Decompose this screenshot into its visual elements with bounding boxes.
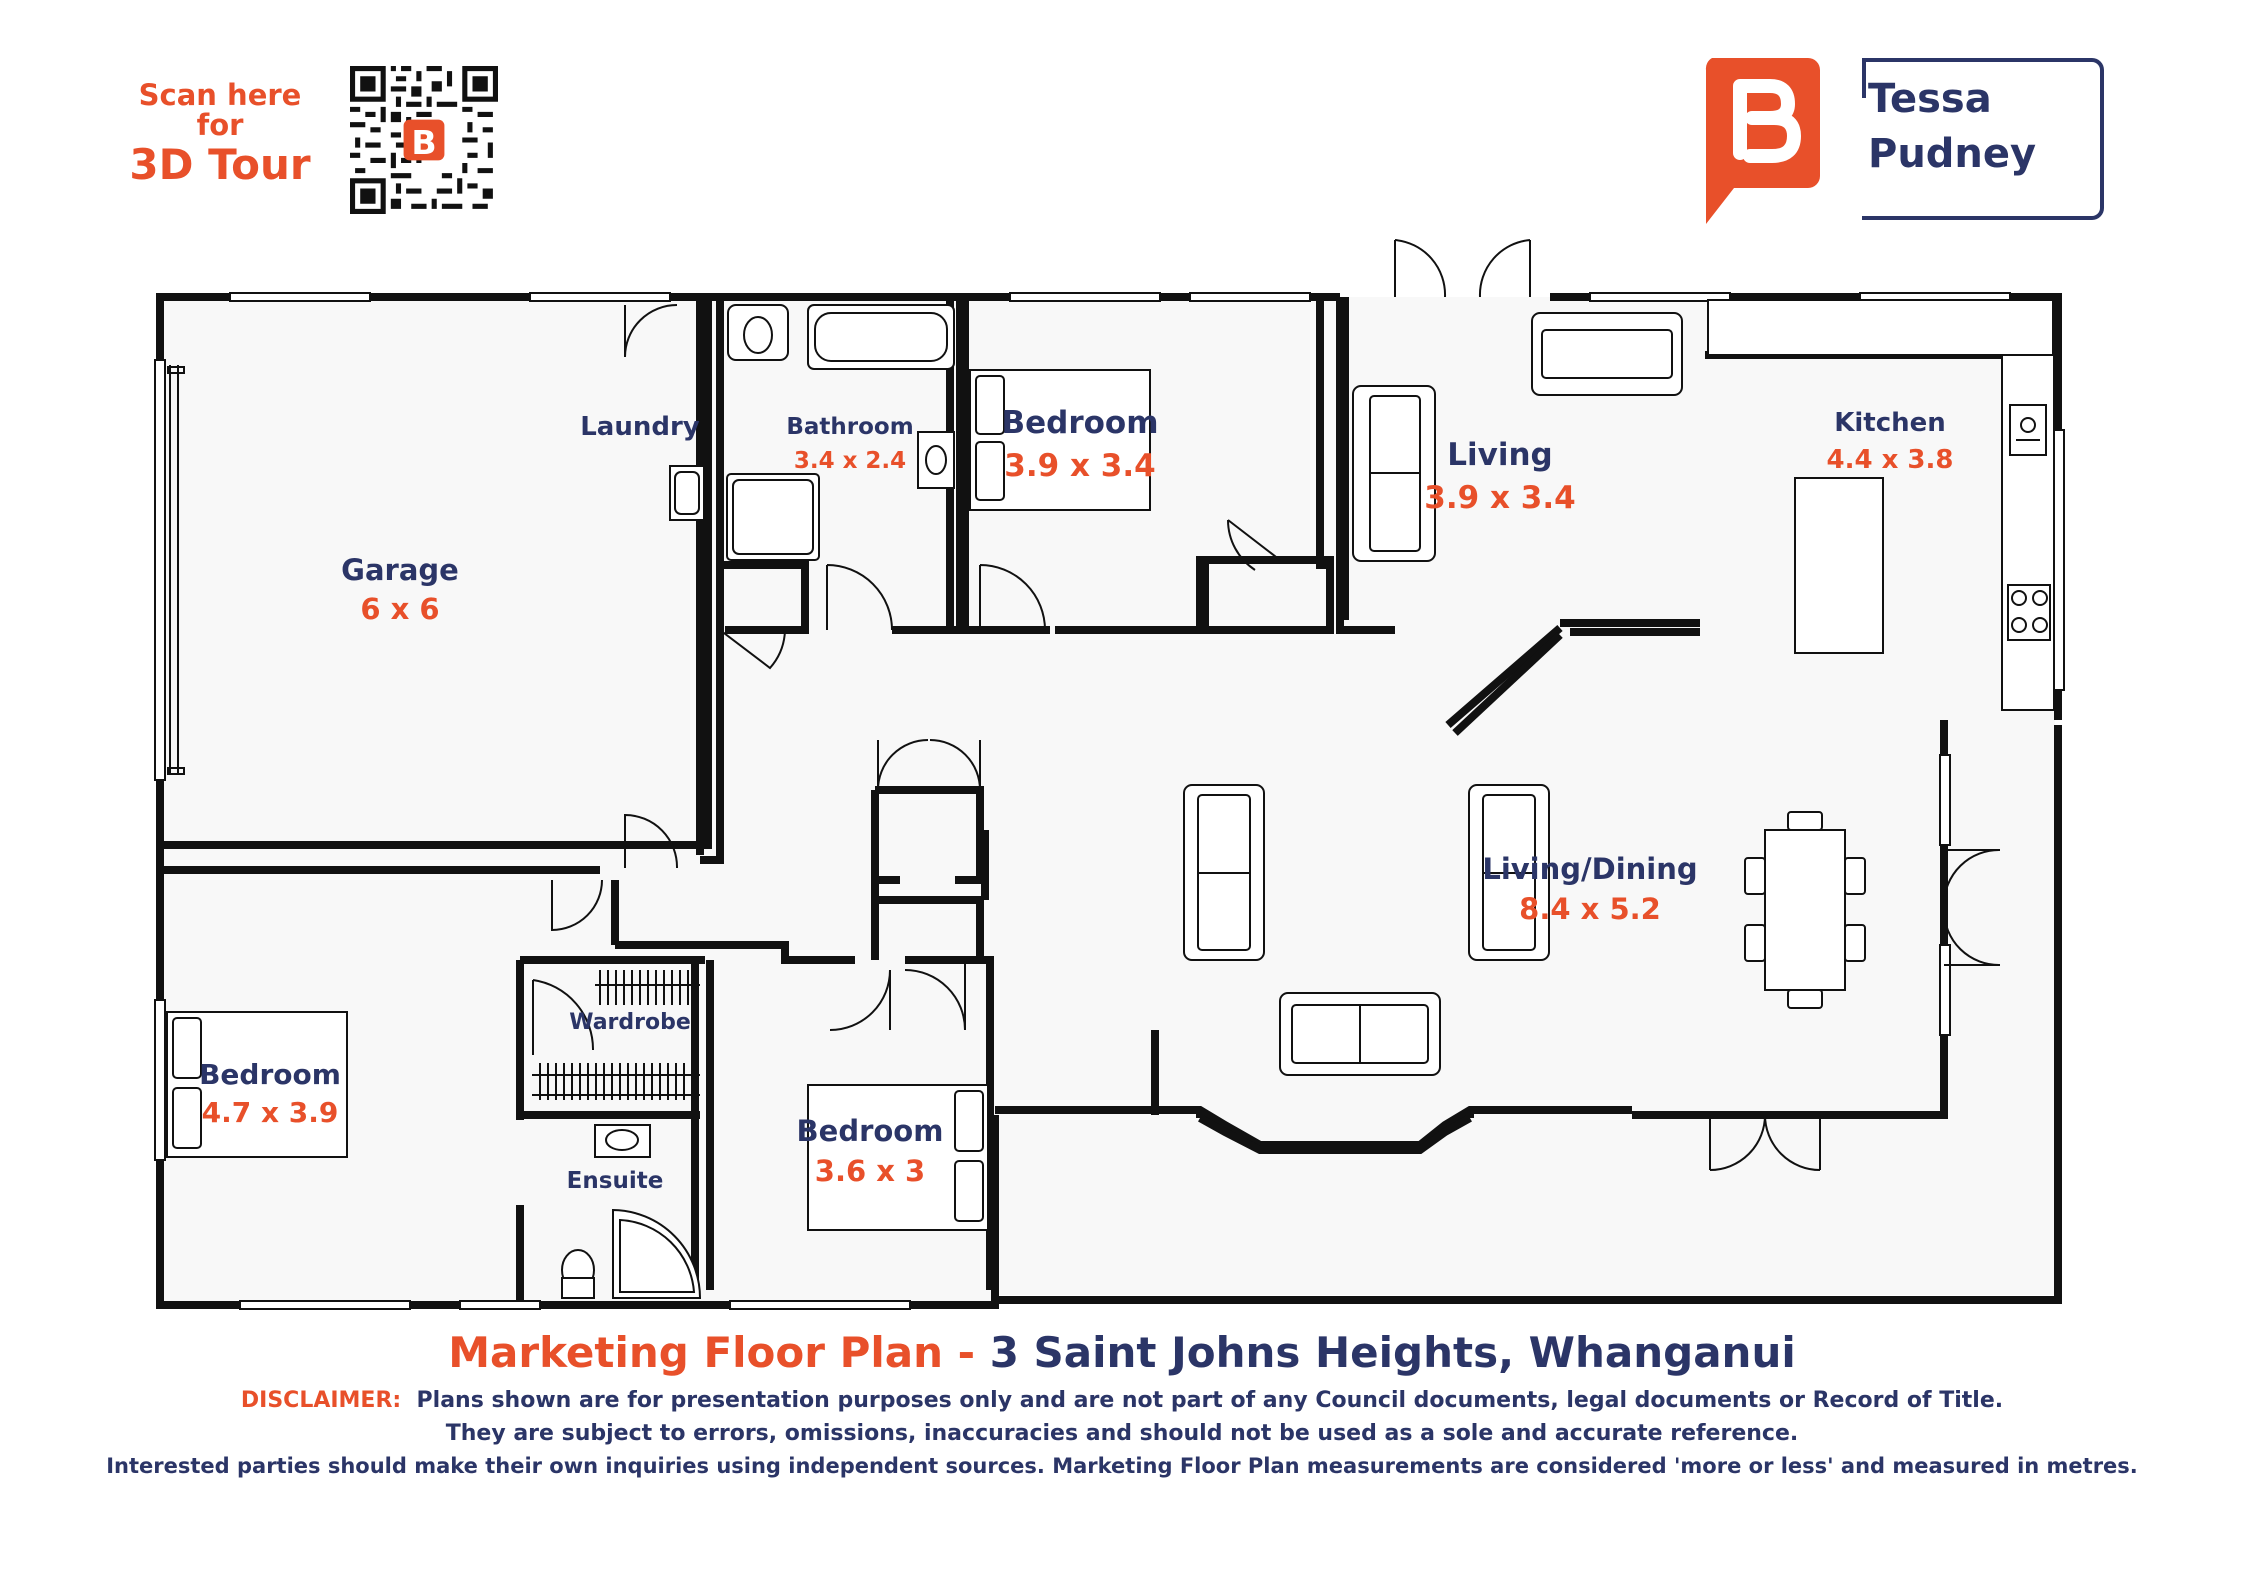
qr-caption-line1: Scan here — [138, 78, 302, 112]
room-label-ensuite: Ensuite — [566, 1168, 664, 1194]
room-dims-living: 3.9 x 3.4 — [1424, 480, 1576, 516]
svg-text:B: B — [411, 122, 437, 162]
title-address: 3 Saint Johns Heights, Whanganui — [989, 1328, 1796, 1377]
laundry-tub — [670, 466, 704, 520]
room-label-bathroom: Bathroom — [786, 414, 914, 440]
disclaimer-line-2: They are subject to errors, omissions, inaccuracies and should not be used as a sole and accurate reference. — [445, 1421, 1799, 1446]
room-label-living: Living — [1447, 437, 1553, 473]
room-label-kitchen: Kitchen — [1834, 408, 1946, 438]
room-dims-bathroom: 3.4 x 2.4 — [793, 448, 907, 474]
qr-caption-line2: for — [196, 108, 244, 142]
room-label-laundry: Laundry — [580, 412, 700, 442]
disclaimer-line-1 — [0, 1388, 2244, 1413]
room-label-living-dining: Living/Dining — [1482, 852, 1698, 886]
room-label-bedroom-1: Bedroom — [1001, 405, 1159, 441]
room-label-garage: Garage — [341, 553, 459, 587]
disclaimer-line-3: Interested parties should make their own inquiries using independent sources. Marketing Floor Plan measurements are considered 'more or less' and measured in metres. — [106, 1454, 2138, 1478]
room-label-wardrobe: Wardrobe — [569, 1010, 691, 1035]
room-dims-garage: 6 x 6 — [360, 592, 440, 626]
agent-name: Tessa Pudney — [1868, 76, 2037, 177]
room-label-bedroom-2: Bedroom — [199, 1058, 341, 1091]
title-prefix: Marketing Floor Plan - — [448, 1328, 990, 1377]
page-title — [0, 1328, 2244, 1377]
room-dims-living-dining: 8.4 x 5.2 — [1519, 892, 1661, 926]
disclaimer-text-1: Plans shown are for presentation purposes only and are not part of any Council documents, legal documents or Record of Title. — [416, 1388, 2004, 1413]
room-dims-bedroom-2: 4.7 x 3.9 — [201, 1096, 339, 1129]
room-dims-kitchen: 4.4 x 3.8 — [1826, 445, 1954, 475]
room-dims-bedroom-3: 3.6 x 3 — [814, 1154, 926, 1188]
qr-caption-line3: 3D Tour — [129, 140, 311, 189]
room-label-bedroom-3: Bedroom — [796, 1114, 944, 1148]
room-dims-bedroom-1: 3.9 x 3.4 — [1004, 448, 1156, 484]
disclaimer-label: DISCLAIMER: — [240, 1388, 402, 1413]
